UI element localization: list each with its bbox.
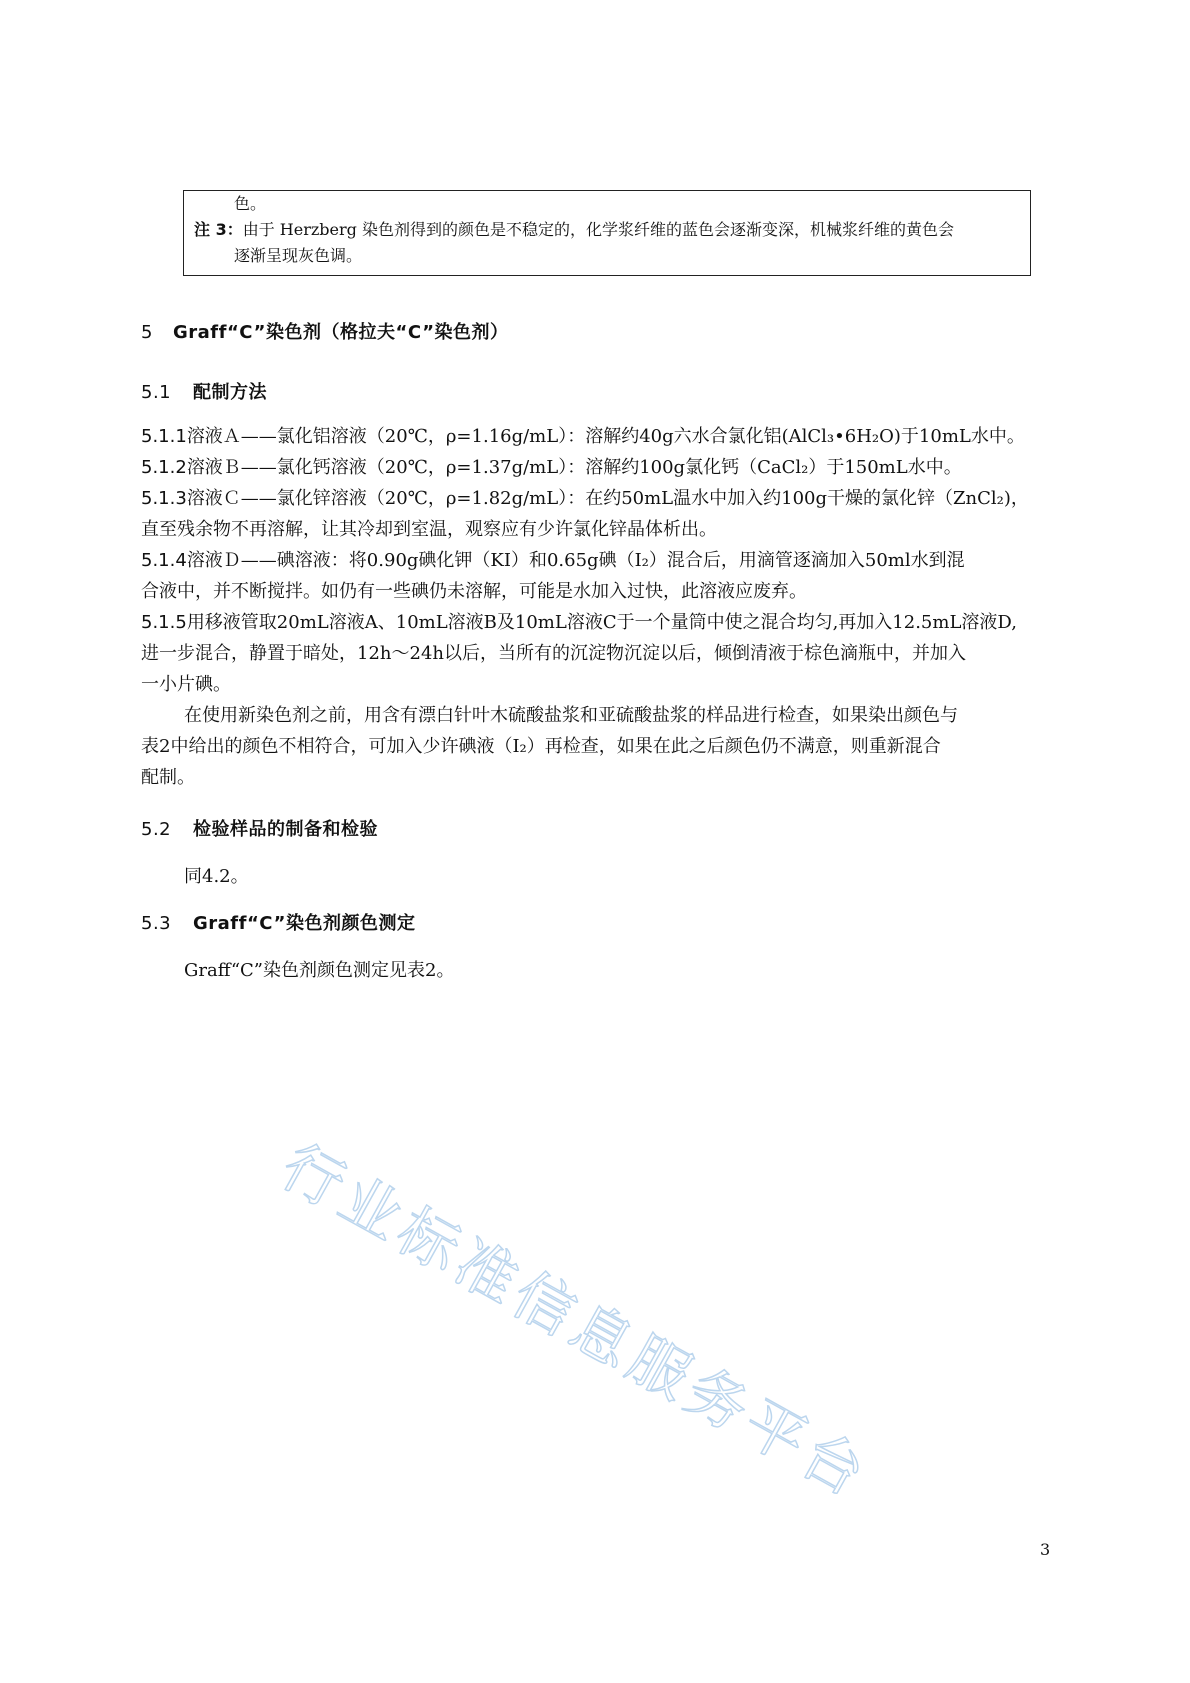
section-5-title: Graff“C”染色剂（格拉夫“C”染色剂） [173, 322, 509, 343]
item-text-cont: 进一步混合，静置于暗处，12h～24h以后，当所有的沉淀物沉淀以后，倾倒清液于棕色滴瓶中，并加入 [141, 643, 966, 664]
section-5-heading [141, 318, 509, 344]
item-text-cont: 一小片碘。 [141, 674, 231, 695]
item-text: 溶液Ｃ——氯化锌溶液（20℃，ρ=1.82g/mL）：在约50mL温水中加入约100g干燥的氯化锌（ZnCl₂)， [186, 488, 1029, 509]
paragraph-line: 表2中给出的颜色不相符合，可加入少许碘液（I₂）再检查，如果在此之后颜色仍不满意，则重新混合 [141, 736, 941, 757]
section-5-3-number: 5.3 [141, 913, 172, 934]
section-5-1-heading [141, 378, 267, 404]
section-5-2-heading [141, 815, 378, 841]
section-5-number: 5 [141, 322, 153, 343]
item-5-1-4 [141, 545, 1077, 607]
watermark: 行业标准信息服务平台 [269, 1131, 881, 1513]
item-number: 5.1.1 [141, 426, 187, 447]
item-number: 5.1.5 [141, 612, 187, 633]
note-text-2: 逐渐呈现灰色调。 [234, 246, 363, 265]
page-number: 3 [1040, 1540, 1051, 1559]
section-5-3-title: Graff“C”染色剂颜色测定 [193, 913, 416, 934]
item-text: 溶液Ｄ——碘溶液：将0.90g碘化钾（KI）和0.65g碘（I₂）混合后，用滴管逐滴加入50ml水到混 [186, 550, 965, 571]
note-continuation: 色。 [234, 194, 267, 213]
note-line-1 [194, 217, 954, 243]
item-text-cont: 直至残余物不再溶解，让其冷却到室温，观察应有少许氯化锌晶体析出。 [141, 519, 717, 540]
section-5-1-number: 5.1 [141, 382, 172, 403]
section-5-1-title: 配制方法 [193, 382, 267, 403]
note-text-1: 由于 Herzberg 染色剂得到的颜色是不稳定的，化学浆纤维的蓝色会逐渐变深，机械浆纤维的黄色会 [242, 220, 954, 239]
item-text: 溶液Ａ——氯化铝溶液（20℃，ρ=1.16g/mL）：溶解约40g六水合氯化铝(AlCl₃•6H₂O)于10mL水中。 [186, 426, 1025, 447]
paragraph-line: 配制。 [141, 767, 195, 788]
section-5-3-heading [141, 909, 416, 935]
item-text: 溶液Ｂ——氯化钙溶液（20℃，ρ=1.37g/mL）：溶解约100g氯化钙（CaCl₂）于150mL水中。 [186, 457, 962, 478]
item-number: 5.1.4 [141, 550, 187, 571]
note-box [183, 190, 1031, 276]
section-5-2-body: 同4.2。 [184, 866, 249, 887]
item-5-1-5 [141, 607, 1077, 700]
item-text-cont: 合液中，并不断搅拌。如仍有一些碘仍未溶解，可能是水加入过快，此溶液应废弃。 [141, 581, 807, 602]
section-5-2-number: 5.2 [141, 819, 172, 840]
item-5-1-3 [141, 483, 1077, 545]
item-5-1-2 [141, 452, 1077, 483]
note-label: 注 3： [194, 220, 243, 239]
section-5-3-body: Graff“C”染色剂颜色测定见表2。 [184, 960, 455, 981]
item-number: 5.1.3 [141, 488, 187, 509]
check-paragraph [141, 700, 1077, 793]
item-5-1-1 [141, 421, 1077, 452]
section-5-2-title: 检验样品的制备和检验 [193, 819, 378, 840]
item-number: 5.1.2 [141, 457, 187, 478]
item-text: 用移液管取20mL溶液A、10mL溶液B及10mL溶液C于一个量筒中使之混合均匀,再加入12.5mL溶液D, [186, 612, 1017, 633]
paragraph-line: 在使用新染色剂之前，用含有漂白针叶木硫酸盐浆和亚硫酸盐浆的样品进行检查，如果染出颜色与 [184, 705, 958, 726]
